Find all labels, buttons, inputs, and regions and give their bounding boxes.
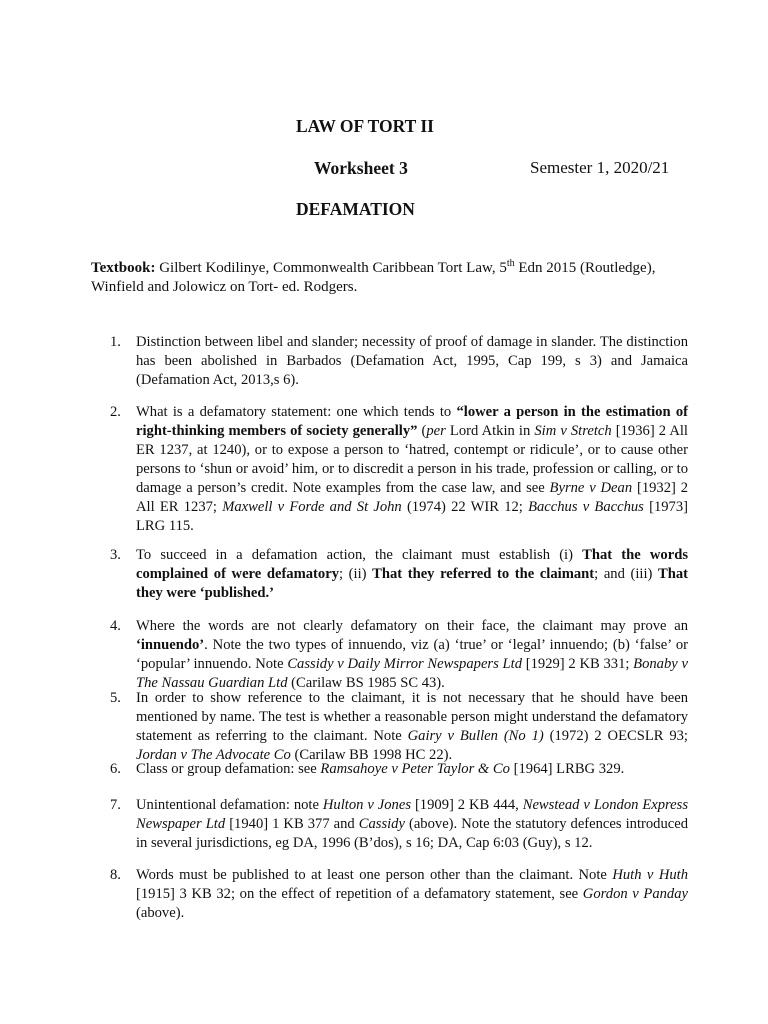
case-citation: Bacchus v Bacchus [528,499,644,515]
list-item-text [136,617,688,693]
body-text: [1929] 2 KB 331; [522,656,634,672]
textbook-label: Textbook: [91,260,156,276]
list-item-number: 8. [110,867,121,883]
list-item-text [136,866,688,923]
semester-label: Semester 1, 2020/21 [530,158,670,177]
list-item-text [136,796,688,853]
case-citation: Bonaby v The Nassau Guardian Ltd [136,656,688,691]
list-item-number: 4. [110,618,121,634]
body-text: [1915] 3 KB 32; on the effect of repetition of a defamatory statement, see [136,886,583,902]
topic-heading: DEFAMATION [296,199,415,219]
emphasis-text: That they were ‘published.’ [136,566,689,601]
list-item-number: 1. [110,334,121,350]
case-citation: Gairy v Bullen (No 1) [407,728,544,744]
textbook-reference [91,259,691,297]
case-citation: Huth v Huth [612,867,689,883]
emphasis-text: That they referred to the claimant [372,566,595,582]
case-citation: Ramsahoye v Peter Taylor & Co [320,761,510,777]
list-item-text [136,333,688,390]
textbook-text-part1: Gilbert Kodilinye, Commonwealth Caribbean Tort Law, 5 [155,260,507,276]
list-item-number: 5. [110,690,121,706]
case-citation: Gordon v Panday [582,886,688,902]
body-text: (Carilaw BB 1998 HC 22). [290,747,453,763]
list-item-text [136,689,688,765]
case-citation: Cassidy v Daily Mirror Newspapers Ltd [287,656,523,672]
body-text: Unintentional defamation: note [136,797,323,813]
body-text: ; (ii) [339,566,373,582]
list-item-text [136,760,688,779]
list-item-number: 3. [110,547,121,563]
case-citation: Newstead v London Express Newspaper Ltd [136,797,689,832]
body-text: (1972) 2 OECSLR 93; [543,728,688,744]
list-item-number: 6. [110,761,121,777]
body-text: (Carilaw BS 1985 SC 43). [287,675,445,691]
list-item-text [136,403,688,536]
body-text: Words must be published to at least one person other than the claimant. Note [136,867,613,883]
body-text: To succeed in a defamation action, the claimant must establish (i) [136,547,583,563]
case-citation: Hulton v Jones [322,797,412,813]
worksheet-number: Worksheet 3 [314,158,408,178]
emphasis-text: “lower a person in the estimation of right-thinking members of society generally” [136,404,688,439]
case-citation: Byrne v Dean [549,480,633,496]
body-text: [1909] 2 KB 444, [411,797,523,813]
body-text: [1936] 2 All ER 1237, at 1240), or to expose a person to ‘hatred, contempt or ridicule’, or to cause other persons to ‘shun or avoid’ him, or to discredit a person in his trade, profession or calling, or to damage a person’s credit. Note examples from the case law, and see [136,423,688,496]
body-text: (above). Note the statutory defences introduced in several jurisdictions, eg DA, 1996 (B’dos), s 16; DA, Cap 6:03 (Guy), s 12. [136,816,688,851]
body-text: Where the words are not clearly defamatory on their face, the claimant may prove an [136,618,688,634]
body-text: (above). [136,905,185,921]
body-text: [1973] LRG 115. [136,499,688,534]
case-citation: Sim v Stretch [534,423,612,439]
emphasis-text: ‘innuendo’ [136,637,205,653]
list-item-number: 7. [110,797,121,813]
body-text: [1940] 1 KB 377 and [225,816,359,832]
body-text: What is a defamatory statement: one which tends to [136,404,457,420]
body-text: [1932] 2 All ER 1237; [136,480,688,515]
course-title: LAW OF TORT II [296,116,434,136]
case-citation: Cassidy [358,816,405,832]
body-text: . Note the two types of innuendo, viz (a) ‘true’ or ‘legal’ innuendo; (b) ‘false’ or ‘popular’ innuendo. Note [136,637,688,672]
body-text: (1974) 22 WIR 12; [401,499,529,515]
textbook-edition-superscript: th [506,258,515,269]
list-item-number: 2. [110,404,121,420]
body-text: Lord Atkin in [445,423,535,439]
body-text: ; and (iii) [594,566,658,582]
body-text: [1964] LRBG 329. [509,761,625,777]
body-text: Distinction between libel and slander; necessity of proof of damage in slander. The distinction has been abolished in Barbados (Defamation Act, 1995, Cap 199, s 3) and Jamaica (Defamation Act, 2013,s 6). [136,334,688,388]
list-item-text [136,546,688,603]
body-text: Class or group defamation: see [136,761,321,777]
textbook-text-part2: Edn 2015 (Routledge), Winfield and Jolowicz on Tort- ed. Rodgers. [91,260,656,295]
case-citation: Jordan v The Advocate Co [136,747,291,763]
body-text: In order to show reference to the claimant, it is not necessary that he should have been mentioned by name. The test is whether a reasonable person might understand the defamatory statement as referring to the claimant. Note [136,690,688,744]
body-text: ( [417,423,427,439]
case-citation: per [426,423,446,439]
emphasis-text: That the words complained of were defamatory [136,547,688,582]
case-citation: Maxwell v Forde and St John [222,499,402,515]
